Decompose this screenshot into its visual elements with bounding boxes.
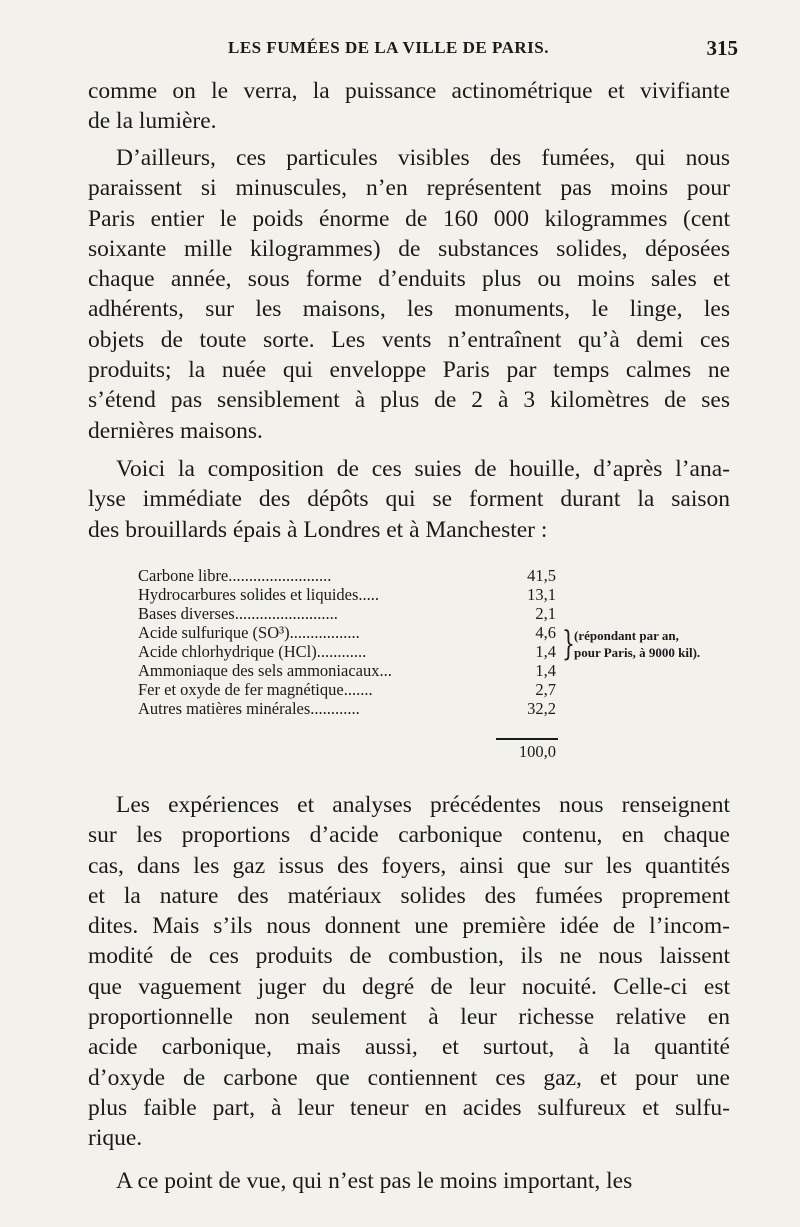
component-label: Hydrocarbures solides et liquides.....: [138, 585, 380, 604]
component-value: 2,7: [535, 680, 556, 699]
component-value: 1,4: [535, 642, 556, 661]
component-value: 4,6: [535, 623, 556, 642]
table-row: [138, 585, 738, 604]
table-row: [138, 680, 738, 699]
text-line: D’ailleurs, ces particules visibles des fumées, qui nous: [116, 145, 730, 171]
running-header: [228, 36, 738, 66]
text-line: cas, dans les gaz issus des foyers, ainsi que sur les quantités: [88, 852, 730, 879]
note-line: pour Paris, à 9000 kil).: [574, 645, 701, 660]
table-row: [138, 566, 738, 585]
text-line: Paris entier le poids énorme de 160 000 kilogrammes (cent: [88, 205, 730, 232]
component-label: Acide chlorhydrique (HCl)............: [138, 642, 367, 661]
running-title: LES FUMÉES DE LA VILLE DE PARIS.: [228, 38, 549, 57]
text-line: soixante mille kilogrammes) de substances solides, déposées: [88, 235, 730, 262]
total-value: 100,0: [518, 742, 556, 761]
text-line: proportionnelle non seulement à leur richesse relative en: [88, 1004, 730, 1031]
text-line: lyse immédiate des dépôts qui se forment durant la saison: [88, 486, 730, 513]
component-label: Ammoniaque des sels ammoniacaux...: [138, 661, 392, 680]
paragraph-5: [88, 1166, 730, 1196]
composition-table: [138, 566, 738, 761]
text-line: objets de toute sorte. Les vents n’entraînent qu’à demi ces: [88, 326, 730, 353]
text-line: chaque année, sous forme d’enduits plus ou moins sales et: [88, 266, 730, 293]
paragraph-1: [88, 76, 730, 137]
component-value: 41,5: [527, 566, 556, 585]
paragraph-3: [88, 454, 730, 545]
text-line: de la lumière.: [88, 108, 217, 135]
text-line: sur les proportions d’acide carbonique contenu, en chaque: [88, 822, 730, 849]
text-line: des brouillards épais à Londres et à Manchester :: [88, 516, 548, 543]
text-line: d’oxyde de carbone que contiennent ces gaz, et pour une: [88, 1064, 730, 1091]
text-line: paraissent si minuscules, n’en représentent pas moins pour: [88, 175, 730, 202]
component-label: Acide sulfurique (SO³).................: [138, 623, 360, 642]
note-text: [574, 627, 700, 661]
text-line: Voici la composition de ces suies de houille, d’après l’ana-: [116, 456, 730, 482]
bracket-note: [562, 625, 742, 665]
component-label: Bases diverses.........................: [138, 604, 338, 623]
paragraph-4: [88, 790, 730, 1154]
table-row: [138, 699, 738, 718]
component-value: 1,4: [535, 661, 556, 680]
text-line: que vaguement juger du degré de leur nocuité. Celle-ci est: [88, 973, 730, 1000]
paragraph-2: [88, 143, 730, 446]
text-line: plus faible part, à leur teneur en acides sulfureux et sulfu-: [88, 1094, 730, 1121]
text-line: A ce point de vue, qui n’est pas le moins important, les: [116, 1168, 633, 1194]
component-label: Fer et oxyde de fer magnétique.......: [138, 680, 373, 699]
component-label: Autres matières minérales............: [138, 699, 360, 718]
text-line: acide carbonique, mais aussi, et surtout, à la quantité: [88, 1034, 730, 1061]
text-line: dernières maisons.: [88, 417, 263, 444]
text-line: rique.: [88, 1125, 143, 1152]
text-line: et la nature des matériaux solides des fumées proprement: [88, 882, 730, 909]
text-line: produits; la nuée qui enveloppe Paris par temps calmes ne: [88, 357, 730, 384]
component-value: 2,1: [535, 604, 556, 623]
text-line: comme on le verra, la puissance actinométrique et vivifiante: [88, 78, 730, 104]
text-line: dites. Mais s’ils nous donnent une première idée de l’incom-: [88, 913, 730, 940]
component-value: 13,1: [527, 585, 556, 604]
text-line: modité de ces produits de combustion, ils ne nous laissent: [88, 943, 730, 970]
total-rule: [496, 738, 558, 740]
brace-glyph: }: [562, 624, 575, 664]
table-row: [138, 604, 738, 623]
note-line: (répondant par an,: [574, 628, 679, 643]
page-number: 315: [706, 36, 738, 60]
component-value: 32,2: [527, 699, 556, 718]
component-label: Carbone libre.........................: [138, 566, 332, 585]
text-line: s’étend pas sensiblement à plus de 2 à 3 kilomètres de ses: [88, 387, 730, 414]
text-line: adhérents, sur les maisons, les monuments, le linge, les: [88, 296, 730, 323]
text-line: Les expériences et analyses précédentes nous renseignent: [116, 792, 730, 818]
